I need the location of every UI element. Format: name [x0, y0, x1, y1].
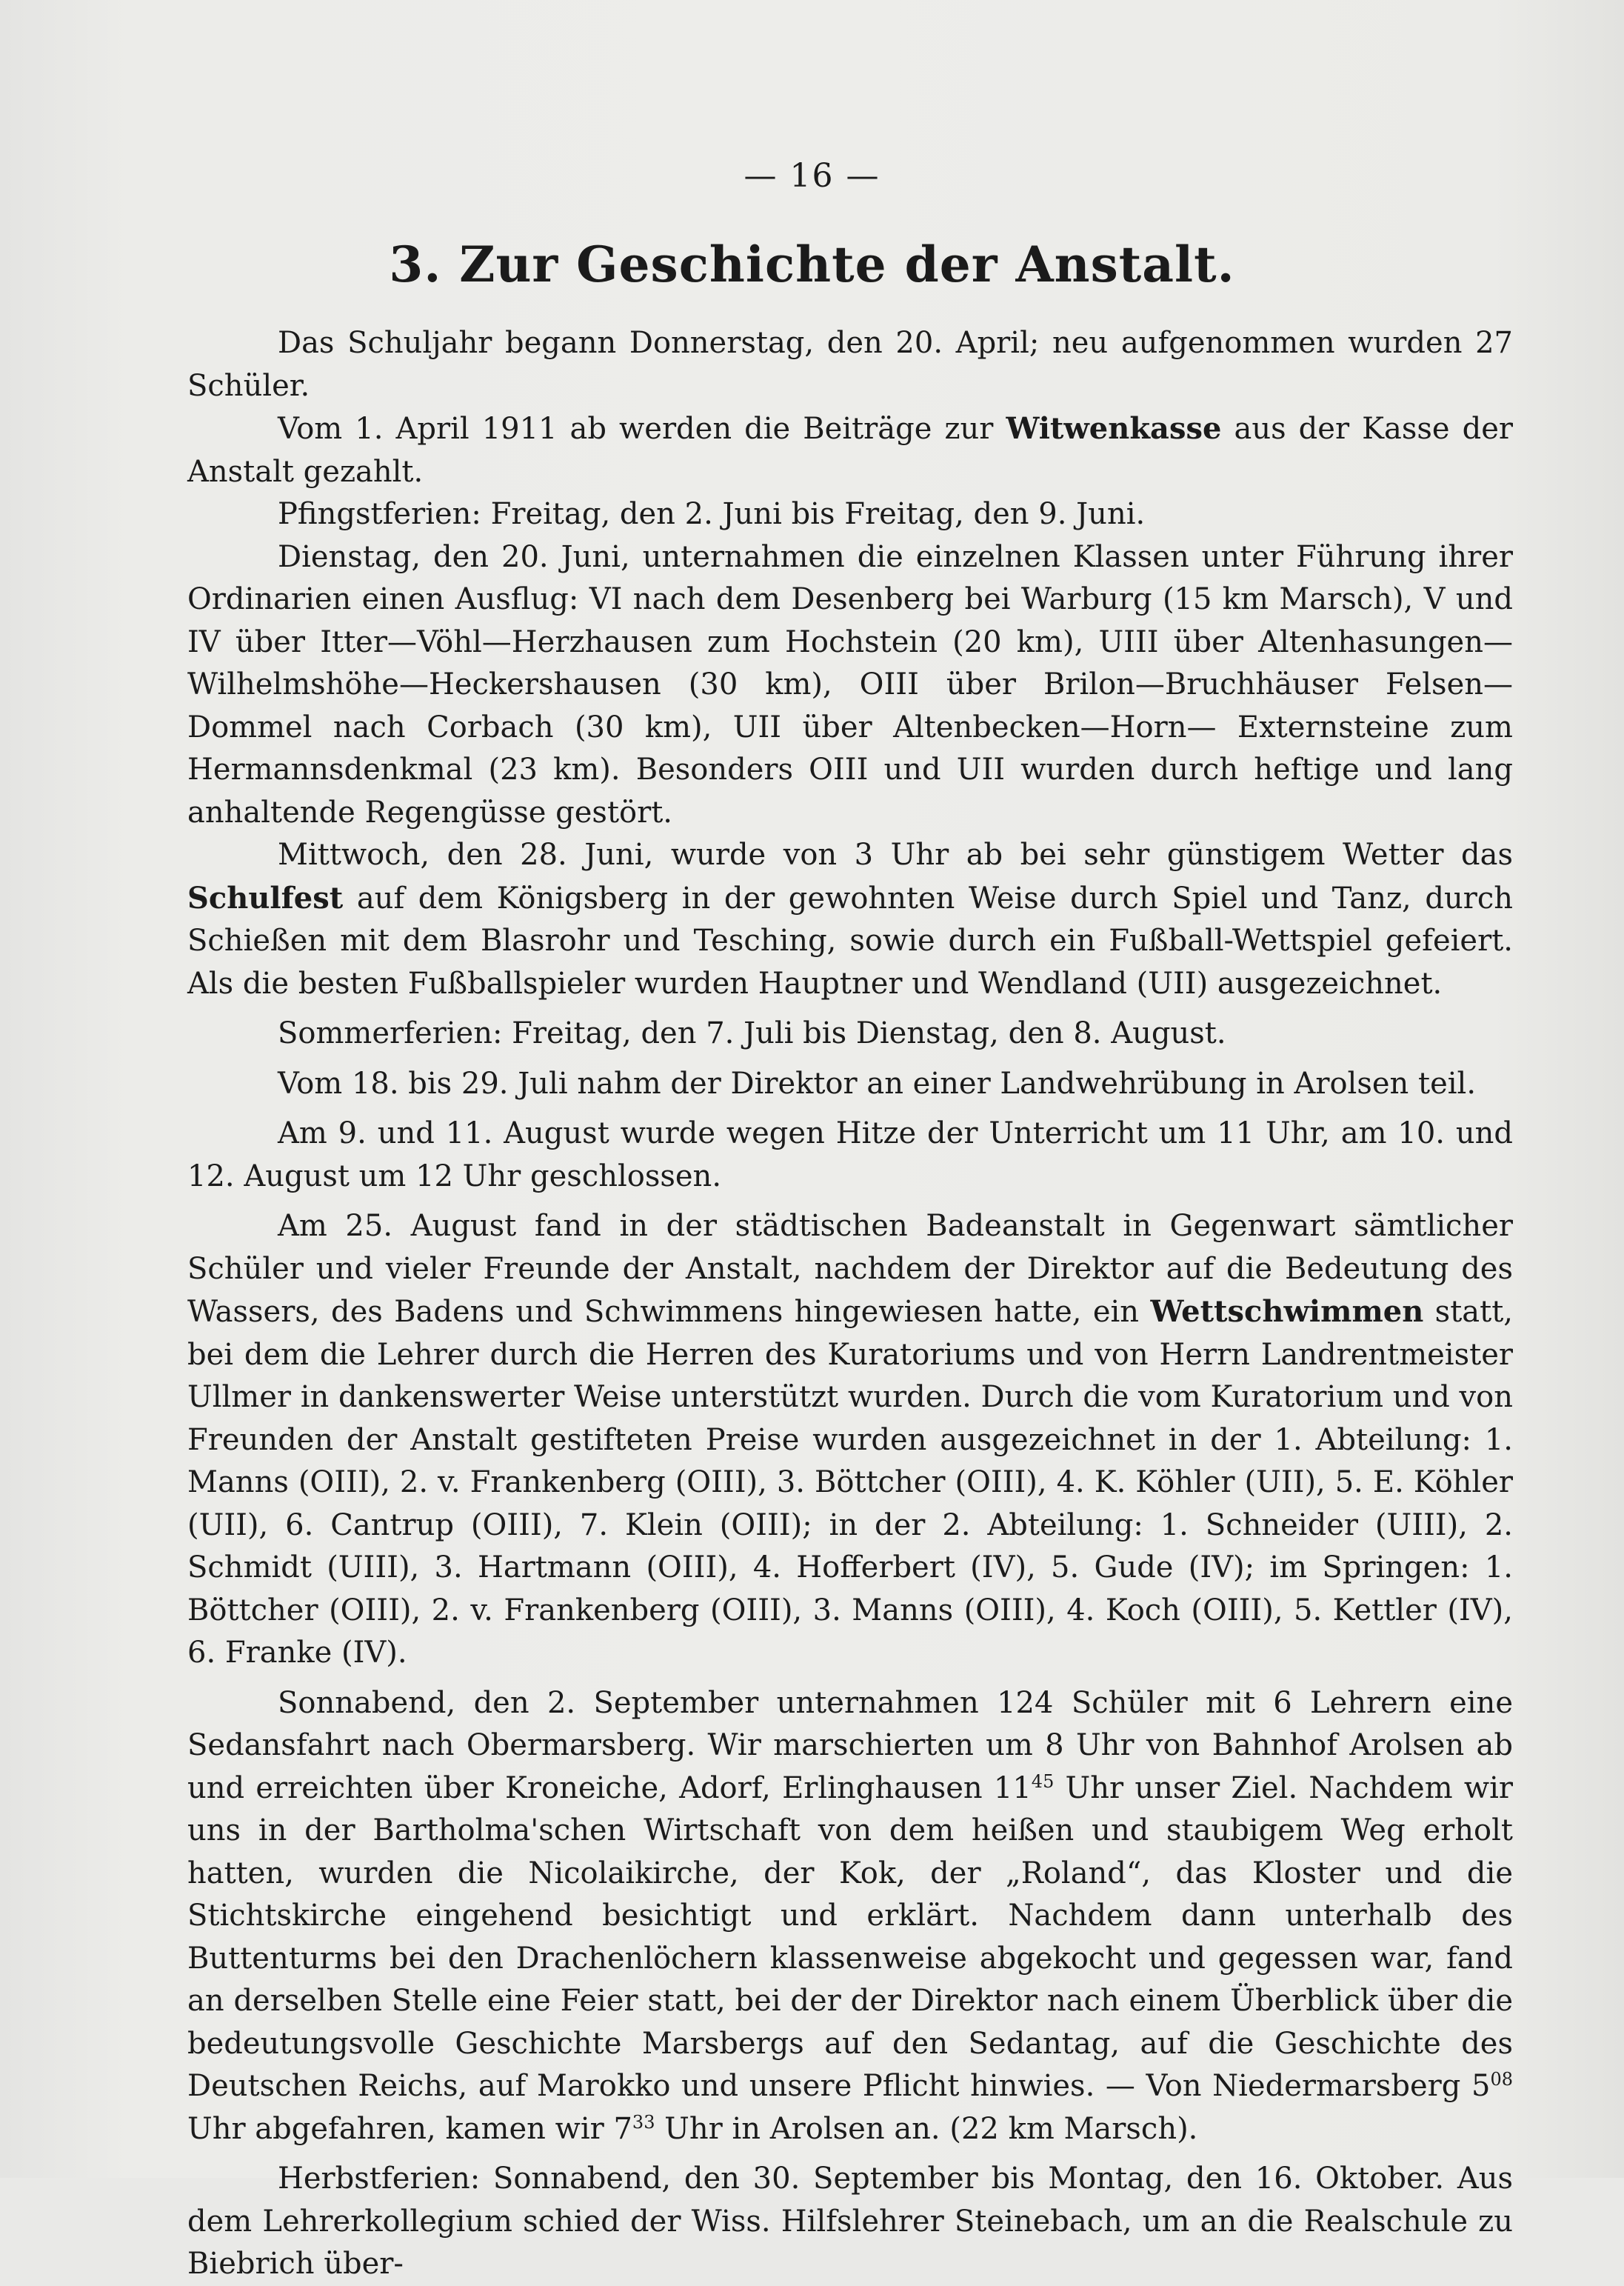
paragraph-school-year: Das Schuljahr begann Donnerstag, den 20. April; neu aufgenommen wurden 27 Schüler.	[187, 326, 1513, 403]
paragraph-school-festival: Mittwoch, den 28. Juni, wurde von 3 Uhr ab bei sehr günstigem Wetter das Schulfest auf dem Königsberg in der gewohnten Weise durch Spiel und Tanz, durch Schießen mit dem Blasrohr und Tesching, sowie durch ein Fußball-Wettspiel gefeiert. Als die besten Fußballspieler wurden Hauptner und Wendland (UII) ausgezeichnet.	[187, 838, 1513, 1001]
paragraph-class-excursions: Dienstag, den 20. Juni, unternahmen die einzelnen Klassen unter Führung ihrer Ordinarien einen Ausflug: VI nach dem Desenberg bei Warburg (15 km Marsch), V und IV über Itter—Vöhl—Herzhausen zum Hochstein (20 km), UIII über Altenhasungen—Wilhelmshöhe—Heckershausen (30 km), OIII über Brilon—Bruchhäuser Felsen—Dommel nach Corbach (30 km), UII über Altenbecken—Horn— Externsteine zum Hermannsdenkmal (23 km). Besonders OIII und UII wurden durch heftige und lang anhaltende Regengüsse gestört.	[187, 539, 1513, 830]
paragraph-widow-fund: Vom 1. April 1911 ab werden die Beiträge zur Witwenkasse aus der Kasse der Anstalt gezahlt.	[187, 411, 1513, 489]
body-text	[187, 322, 1513, 2286]
section-heading: 3. Zur Geschichte der Anstalt.	[389, 236, 1235, 293]
paragraph-autumn-holidays: Herbstferien: Sonnabend, den 30. September bis Montag, den 16. Oktober. Aus dem Lehrerkollegium schied der Wiss. Hilfslehrer Steinebach, um an die Realschule zu Biebrich über-	[187, 2162, 1513, 2281]
paragraph-militia-exercise: Vom 18. bis 29. Juli nahm der Direktor an einer Landwehrübung in Arolsen teil.	[278, 1066, 1477, 1101]
emphasis-wettschwimmen: Wettschwimmen	[1150, 1294, 1424, 1329]
time-superscript: 45	[1031, 1770, 1055, 1792]
time-superscript: 08	[1490, 2069, 1513, 2090]
paragraph-summer-holidays: Sommerferien: Freitag, den 7. Juli bis Dienstag, den 8. August.	[278, 1016, 1226, 1050]
paragraph-pentecost-holidays: Pfingstferien: Freitag, den 2. Juni bis Freitag, den 9. Juni.	[278, 497, 1146, 531]
paragraph-swimming-contest: Am 25. August fand in der städtischen Badeanstalt in Gegenwart sämtlicher Schüler und vieler Freunde der Anstalt, nachdem der Direktor auf die Bedeutung des Wassers, des Badens und Schwimmens hingewiesen hatte, ein Wettschwimmen statt, bei dem die Lehrer durch die Herren des Kuratoriums und von Herrn Landrentmeister Ullmer in dankenswerter Weise unterstützt wurden. Durch die vom Kuratorium und von Freunden der Anstalt gestifteten Preise wurden ausgezeichnet in der 1. Abteilung: 1. Manns (OIII), 2. v. Frankenberg (OIII), 3. Böttcher (OIII), 4. K. Köhler (UII), 5. E. Köhler (UII), 6. Cantrup (OIII), 7. Klein (OIII); in der 2. Abteilung: 1. Schneider (UIII), 2. Schmidt (UIII), 3. Hartmann (OIII), 4. Hofferbert (IV), 5. Gude (IV); im Springen: 1. Böttcher (OIII), 2. v. Frankenberg (OIII), 3. Manns (OIII), 4. Koch (OIII), 5. Kettler (IV), 6. Franke (IV).	[187, 1209, 1513, 1670]
paragraph-heat-closure: Am 9. und 11. August wurde wegen Hitze der Unterricht um 11 Uhr, am 10. und 12. August um 12 Uhr geschlossen.	[187, 1116, 1513, 1193]
paragraph-sedan-trip: Sonnabend, den 2. September unternahmen 124 Schüler mit 6 Lehrern eine Sedansfahrt nach Obermarsberg. Wir marschierten um 8 Uhr von Bahnhof Arolsen ab und erreichten über Kroneiche, Adorf, Erlinghausen $11^{45}$ Uhr unser Ziel. Nachdem wir uns in der Bartholma'schen Wirtschaft von dem heißen und staubigem Weg erholt hatten, wurden die Nicolaikirche, der Kok, der „Roland“, das Kloster und die Stichtskirche eingehend besichtigt und erklärt. Nachdem dann unterhalb des Buttenturms bei den Drachenlöchern klassenweise abgekocht und gegessen war, fand an derselben Stelle eine Feier statt, bei der der Direktor nach einem Überblick über die bedeutungsvolle Geschichte Marsbergs auf den Sedantag, auf die Geschichte des Deutschen Reichs, auf Marokko und unsere Pflicht hinwies. — Von Niedermarsberg $5^{08}$ Uhr abgefahren, kamen wir $7^{33}$ Uhr in Arolsen an. (22 km Marsch).	[187, 1685, 1513, 2146]
time-superscript: 33	[632, 2111, 655, 2133]
emphasis-witwenkasse: Witwenkasse	[1006, 411, 1222, 446]
page-number: — 16 —	[744, 157, 880, 195]
emphasis-schulfest: Schulfest	[187, 880, 344, 916]
